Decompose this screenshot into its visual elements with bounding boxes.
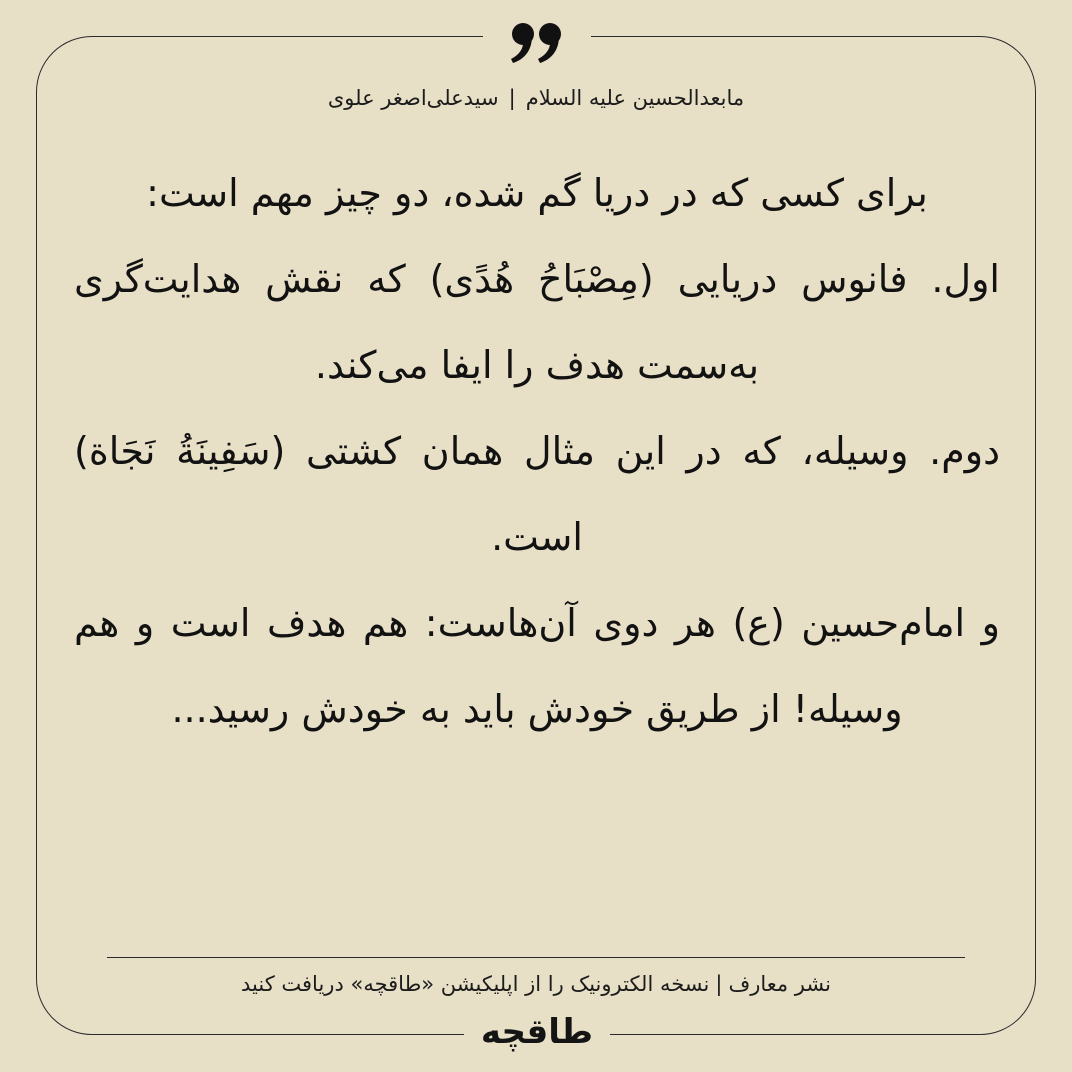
header-separator: | xyxy=(508,86,516,110)
footer-note xyxy=(100,968,972,1000)
footer-divider xyxy=(107,957,965,958)
quotation-mark-icon xyxy=(505,18,567,66)
publisher-name: نشر معارف xyxy=(728,972,831,996)
footer-separator: | xyxy=(715,972,723,996)
book-title: مابعدالحسین علیه السلام xyxy=(525,86,745,110)
book-attribution xyxy=(100,82,972,114)
author-name: سیدعلی‌اصغر علوی xyxy=(327,86,499,110)
quote-paragraph: و امام‌حسین (ع) هر دوی آن‌هاست: هم هدف است و هم وسیله! از طریق خودش باید به خودش رسید... xyxy=(74,601,1000,731)
download-note: نسخه الکترونیک را از اپلیکیشن «طاقچه» دریافت کنید xyxy=(241,972,710,996)
quote-paragraph: دوم. وسیله، که در این مثال همان کشتی (سَفِینَةُ نَجَاة) است. xyxy=(74,429,1000,559)
quote-paragraph: اول. فانوس دریایی (مِصْبَاحُ هُدًی) که نقش هدایت‌گری به‌سمت هدف را ایفا می‌کند. xyxy=(74,257,1000,387)
quote-paragraph: برای کسی که در دریا گم شده، دو چیز مهم است: xyxy=(146,171,928,215)
taaghche-logo: طاقچه xyxy=(480,1012,594,1052)
quote-text xyxy=(74,150,1000,752)
